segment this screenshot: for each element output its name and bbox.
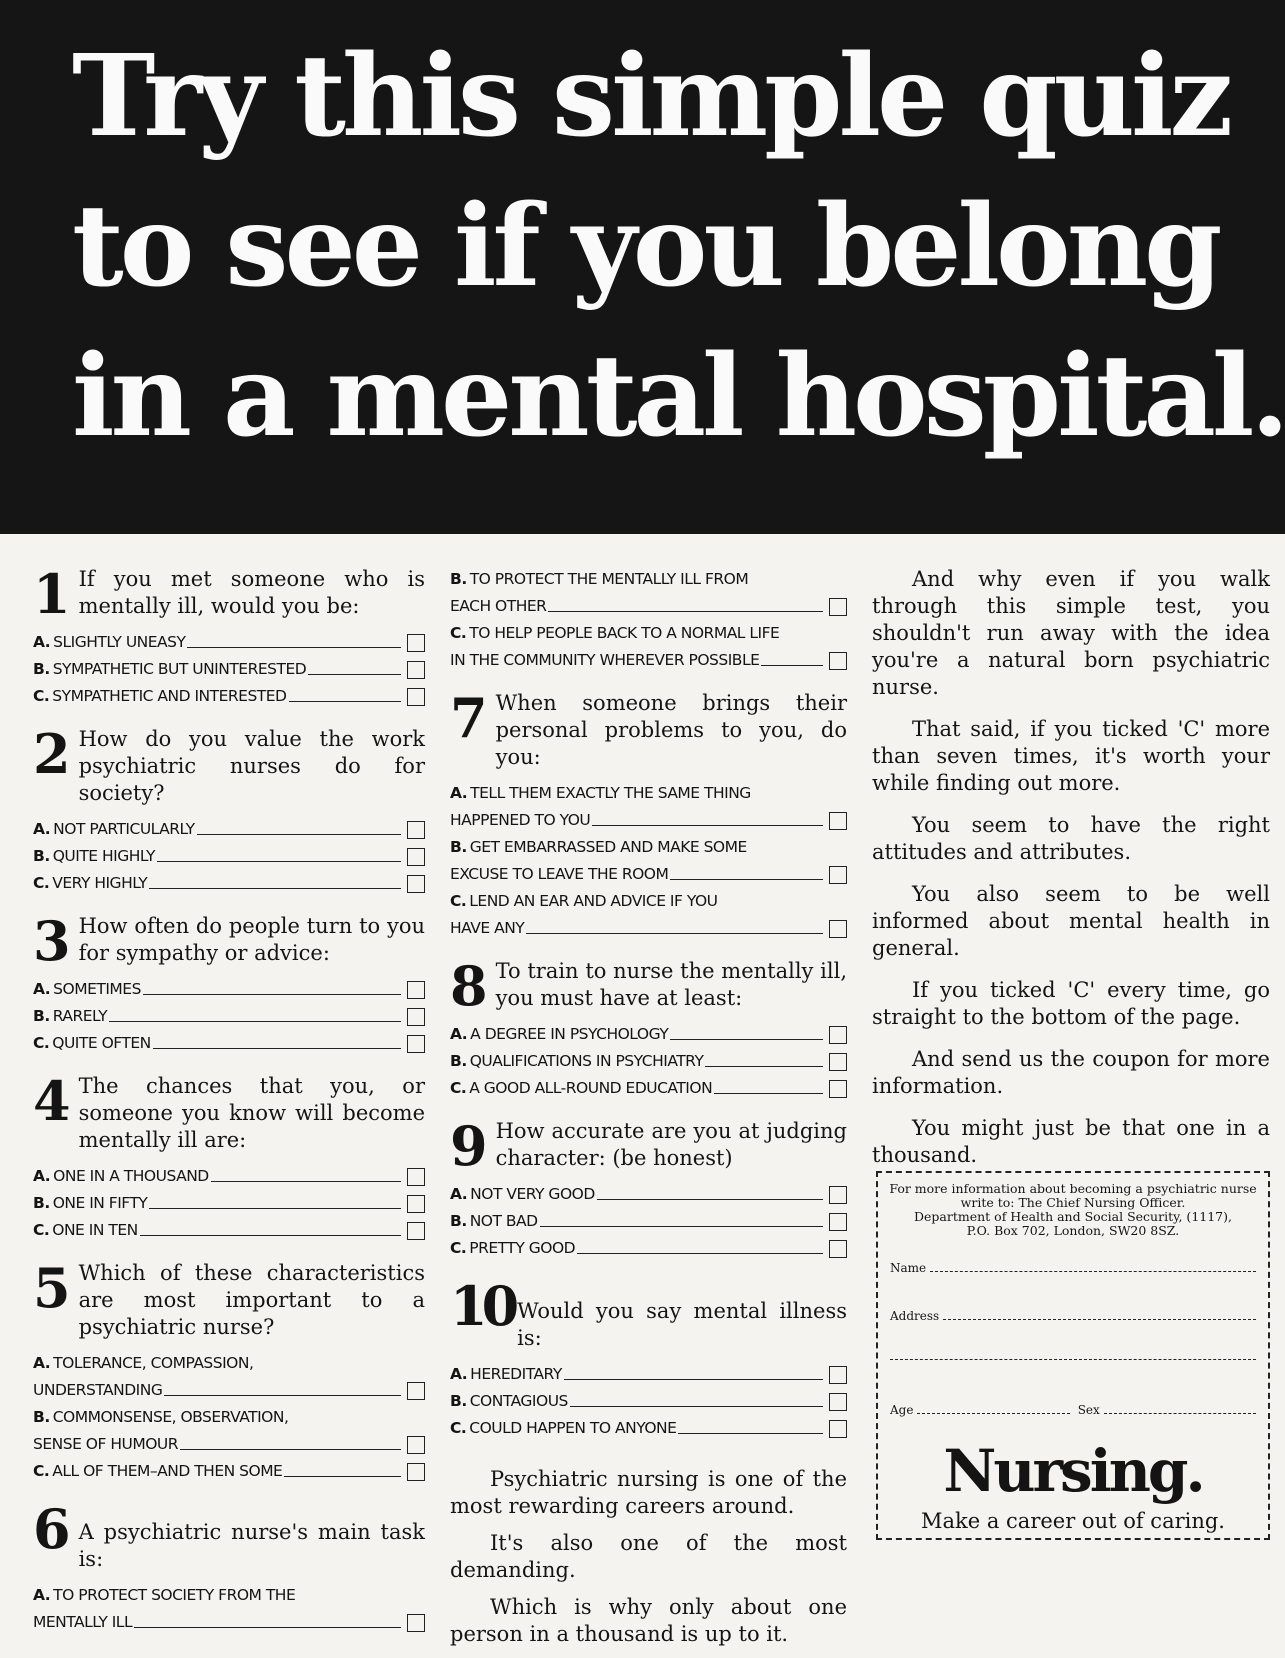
- answer-b: B. QUITE HIGHLY: [33, 843, 425, 870]
- checkbox[interactable]: [407, 1035, 425, 1053]
- question-7: 7 When someone brings their personal problems to you, do you: A. TELL THEM EXACTLY THE SAME THING HAPPENED TO YOU B. GET EMBARRASSED AND MAKE SOME EXCUSE TO LEAVE THE ROOM C. LEND AN EAR AND ADVICE IF YOU HAVE ANY: [450, 686, 847, 937]
- answer-c: C. ALL OF THEM–AND THEN SOME: [33, 1458, 425, 1485]
- question-number: 6: [33, 1497, 71, 1561]
- answer-b: B. SYMPATHETIC BUT UNINTERESTED: [33, 656, 425, 683]
- answer-a: A. NOT VERY GOOD: [450, 1181, 847, 1208]
- question-number: 7: [450, 686, 488, 750]
- checkbox[interactable]: [407, 821, 425, 839]
- answer-a: A. ONE IN A THOUSAND: [33, 1163, 425, 1190]
- checkbox[interactable]: [407, 634, 425, 652]
- paragraph: You might just be that one in a thousand.: [872, 1116, 1270, 1167]
- answer-b: B. TO PROTECT THE MENTALLY ILL FROM: [450, 570, 749, 588]
- column-middle: [450, 566, 847, 1658]
- checkbox[interactable]: [407, 1463, 425, 1481]
- checkbox[interactable]: [829, 866, 847, 884]
- question-text: How do you value the work psychiatric nurses do for society?: [78, 727, 425, 805]
- question-10: [450, 1274, 847, 1442]
- question-number: 8: [450, 954, 488, 1018]
- checkbox[interactable]: [829, 1213, 847, 1231]
- answer-a: A. SLIGHTLY UNEASY: [33, 629, 425, 656]
- answer-c: C. ONE IN TEN: [33, 1217, 425, 1244]
- answer-b: B. ONE IN FIFTY: [33, 1190, 425, 1217]
- question-6: 6 A psychiatric nurse's main task is: A. TO PROTECT SOCIETY FROM THE MENTALLY ILL: [33, 1497, 425, 1631]
- headline-line-2: to see if you belong: [72, 181, 1219, 312]
- name-field[interactable]: Name: [890, 1261, 1256, 1275]
- answer-a: A. SOMETIMES: [33, 976, 425, 1003]
- answer-a: A. A DEGREE IN PSYCHOLOGY: [450, 1021, 847, 1048]
- answer-b: B. CONTAGIOUS: [450, 1388, 847, 1415]
- question-text: How often do people turn to you for sympathy or advice:: [78, 914, 425, 965]
- coupon-info: For more information about becoming a psychiatric nurse write to: The Chief Nursing Officer. Department of Health and Social Security, (1117), P.O. Box 702, London, SW20 8SZ.: [889, 1181, 1257, 1238]
- question-text: The chances that you, or someone you know will become mentally ill are:: [78, 1074, 425, 1152]
- nursing-logo: Nursing.: [943, 1437, 1203, 1505]
- checkbox[interactable]: [829, 652, 847, 670]
- checkbox[interactable]: [407, 688, 425, 706]
- question-number: 10: [450, 1274, 514, 1338]
- checkbox[interactable]: [829, 1053, 847, 1071]
- middle-prose: [450, 1466, 847, 1648]
- checkbox[interactable]: [829, 812, 847, 830]
- paragraph: If you ticked 'C' every time, go straight to the bottom of the page.: [872, 978, 1270, 1029]
- paragraph: It's also one of the most demanding.: [450, 1531, 847, 1582]
- paragraph: And send us the coupon for more information.: [872, 1047, 1270, 1098]
- checkbox[interactable]: [407, 981, 425, 999]
- right-prose: [872, 566, 1270, 1169]
- answer-a: A. NOT PARTICULARLY: [33, 816, 425, 843]
- question-8: [450, 954, 847, 1102]
- paragraph: Which is why only about one person in a thousand is up to it.: [450, 1595, 847, 1646]
- age-sex-field[interactable]: Age Sex: [890, 1403, 1256, 1417]
- checkbox[interactable]: [829, 920, 847, 938]
- question-3: [33, 909, 425, 1057]
- question-number: 9: [450, 1114, 488, 1178]
- question-6-continued: B. TO PROTECT THE MENTALLY ILL FROM EACH OTHER C. TO HELP PEOPLE BACK TO A NORMAL LIFE IN THE COMMUNITY WHEREVER POSSIBLE: [450, 566, 847, 674]
- tagline: Make a career out of caring.: [921, 1509, 1225, 1533]
- answer-c: C. SYMPATHETIC AND INTERESTED: [33, 683, 425, 710]
- paragraph: Psychiatric nursing is one of the most rewarding careers around.: [450, 1467, 847, 1518]
- question-9: [450, 1114, 847, 1262]
- question-number: 2: [33, 722, 71, 786]
- answer-b: B. QUALIFICATIONS IN PSYCHIATRY: [450, 1048, 847, 1075]
- question-text: A psychiatric nurse's main task is:: [78, 1520, 425, 1571]
- checkbox[interactable]: [407, 848, 425, 866]
- paragraph: You seem to have the right attitudes and attributes.: [872, 813, 1270, 864]
- answer-a: A. TELL THEM EXACTLY THE SAME THING: [450, 784, 751, 802]
- question-number: 3: [33, 909, 71, 973]
- answer-c: C. QUITE OFTEN: [33, 1030, 425, 1057]
- checkbox[interactable]: [829, 598, 847, 616]
- answer-b: B. COMMONSENSE, OBSERVATION,: [33, 1408, 289, 1426]
- checkbox[interactable]: [407, 1168, 425, 1186]
- answer-b: B. NOT BAD: [450, 1208, 847, 1235]
- checkbox[interactable]: [829, 1420, 847, 1438]
- checkbox[interactable]: [829, 1240, 847, 1258]
- checkbox[interactable]: [407, 1614, 425, 1632]
- question-text: Which of these characteristics are most important to a psychiatric nurse?: [78, 1261, 425, 1339]
- checkbox[interactable]: [407, 1195, 425, 1213]
- checkbox[interactable]: [829, 1366, 847, 1384]
- answer-a: A. TOLERANCE, COMPASSION,: [33, 1354, 254, 1372]
- checkbox[interactable]: [829, 1026, 847, 1044]
- answer-c: C. VERY HIGHLY: [33, 870, 425, 897]
- question-5: 5 Which of these characteristics are most important to a psychiatric nurse? A. TOLERANCE, COMPASSION, UNDERSTANDING B. COMMONSENSE, OBSERVATION, SENSE OF HUMOUR C. ALL OF THEM–AND THEN SOME: [33, 1260, 425, 1485]
- address-field-line-2[interactable]: [890, 1355, 1256, 1363]
- paragraph: You also seem to be well informed about mental health in general.: [872, 882, 1270, 960]
- question-number: 4: [33, 1069, 71, 1133]
- answer-c: C. PRETTY GOOD: [450, 1235, 847, 1262]
- question-text: To train to nurse the mentally ill, you must have at least:: [495, 959, 847, 1010]
- question-2: [33, 722, 425, 897]
- headline-line-1: Try this simple quiz: [72, 31, 1230, 162]
- question-text: How accurate are you at judging character: (be honest): [495, 1119, 847, 1170]
- question-1: [33, 562, 425, 710]
- paragraph: That said, if you ticked 'C' more than seven times, it's worth your while finding out more.: [872, 717, 1270, 795]
- column-right: [872, 566, 1270, 1184]
- answer-b: B. RARELY: [33, 1003, 425, 1030]
- checkbox[interactable]: [407, 875, 425, 893]
- coupon: [876, 1171, 1270, 1540]
- question-number: 5: [33, 1256, 71, 1320]
- answer-c: C. TO HELP PEOPLE BACK TO A NORMAL LIFE: [450, 624, 780, 642]
- checkbox[interactable]: [829, 1393, 847, 1411]
- checkbox[interactable]: [407, 1008, 425, 1026]
- question-number: 1: [33, 562, 71, 626]
- answer-a: A. HEREDITARY: [450, 1361, 847, 1388]
- answer-c: C. COULD HAPPEN TO ANYONE: [450, 1415, 847, 1442]
- headline-line-3: in a mental hospital.: [72, 331, 1285, 462]
- answer-b: B. GET EMBARRASSED AND MAKE SOME: [450, 838, 747, 856]
- question-text: If you met someone who is mentally ill, would you be:: [78, 567, 425, 618]
- question-4: [33, 1069, 425, 1244]
- paragraph: And why even if you walk through this simple test, you shouldn't run away with the idea you're a natural born psychiatric nurse.: [872, 567, 1270, 699]
- checkbox[interactable]: [829, 1080, 847, 1098]
- question-text: Would you say mental illness is:: [517, 1299, 847, 1350]
- checkbox[interactable]: [407, 1222, 425, 1240]
- checkbox[interactable]: [407, 1436, 425, 1454]
- address-field[interactable]: Address: [890, 1309, 1256, 1323]
- question-text: When someone brings their personal problems to you, do you:: [495, 691, 847, 769]
- checkbox[interactable]: [407, 1382, 425, 1400]
- answer-c: C. A GOOD ALL-ROUND EDUCATION: [450, 1075, 847, 1102]
- checkbox[interactable]: [407, 661, 425, 679]
- checkbox[interactable]: [829, 1186, 847, 1204]
- column-left: [33, 562, 425, 1652]
- answer-a: A. TO PROTECT SOCIETY FROM THE: [33, 1586, 296, 1604]
- headline-banner: [0, 0, 1285, 534]
- answer-c: C. LEND AN EAR AND ADVICE IF YOU: [450, 892, 718, 910]
